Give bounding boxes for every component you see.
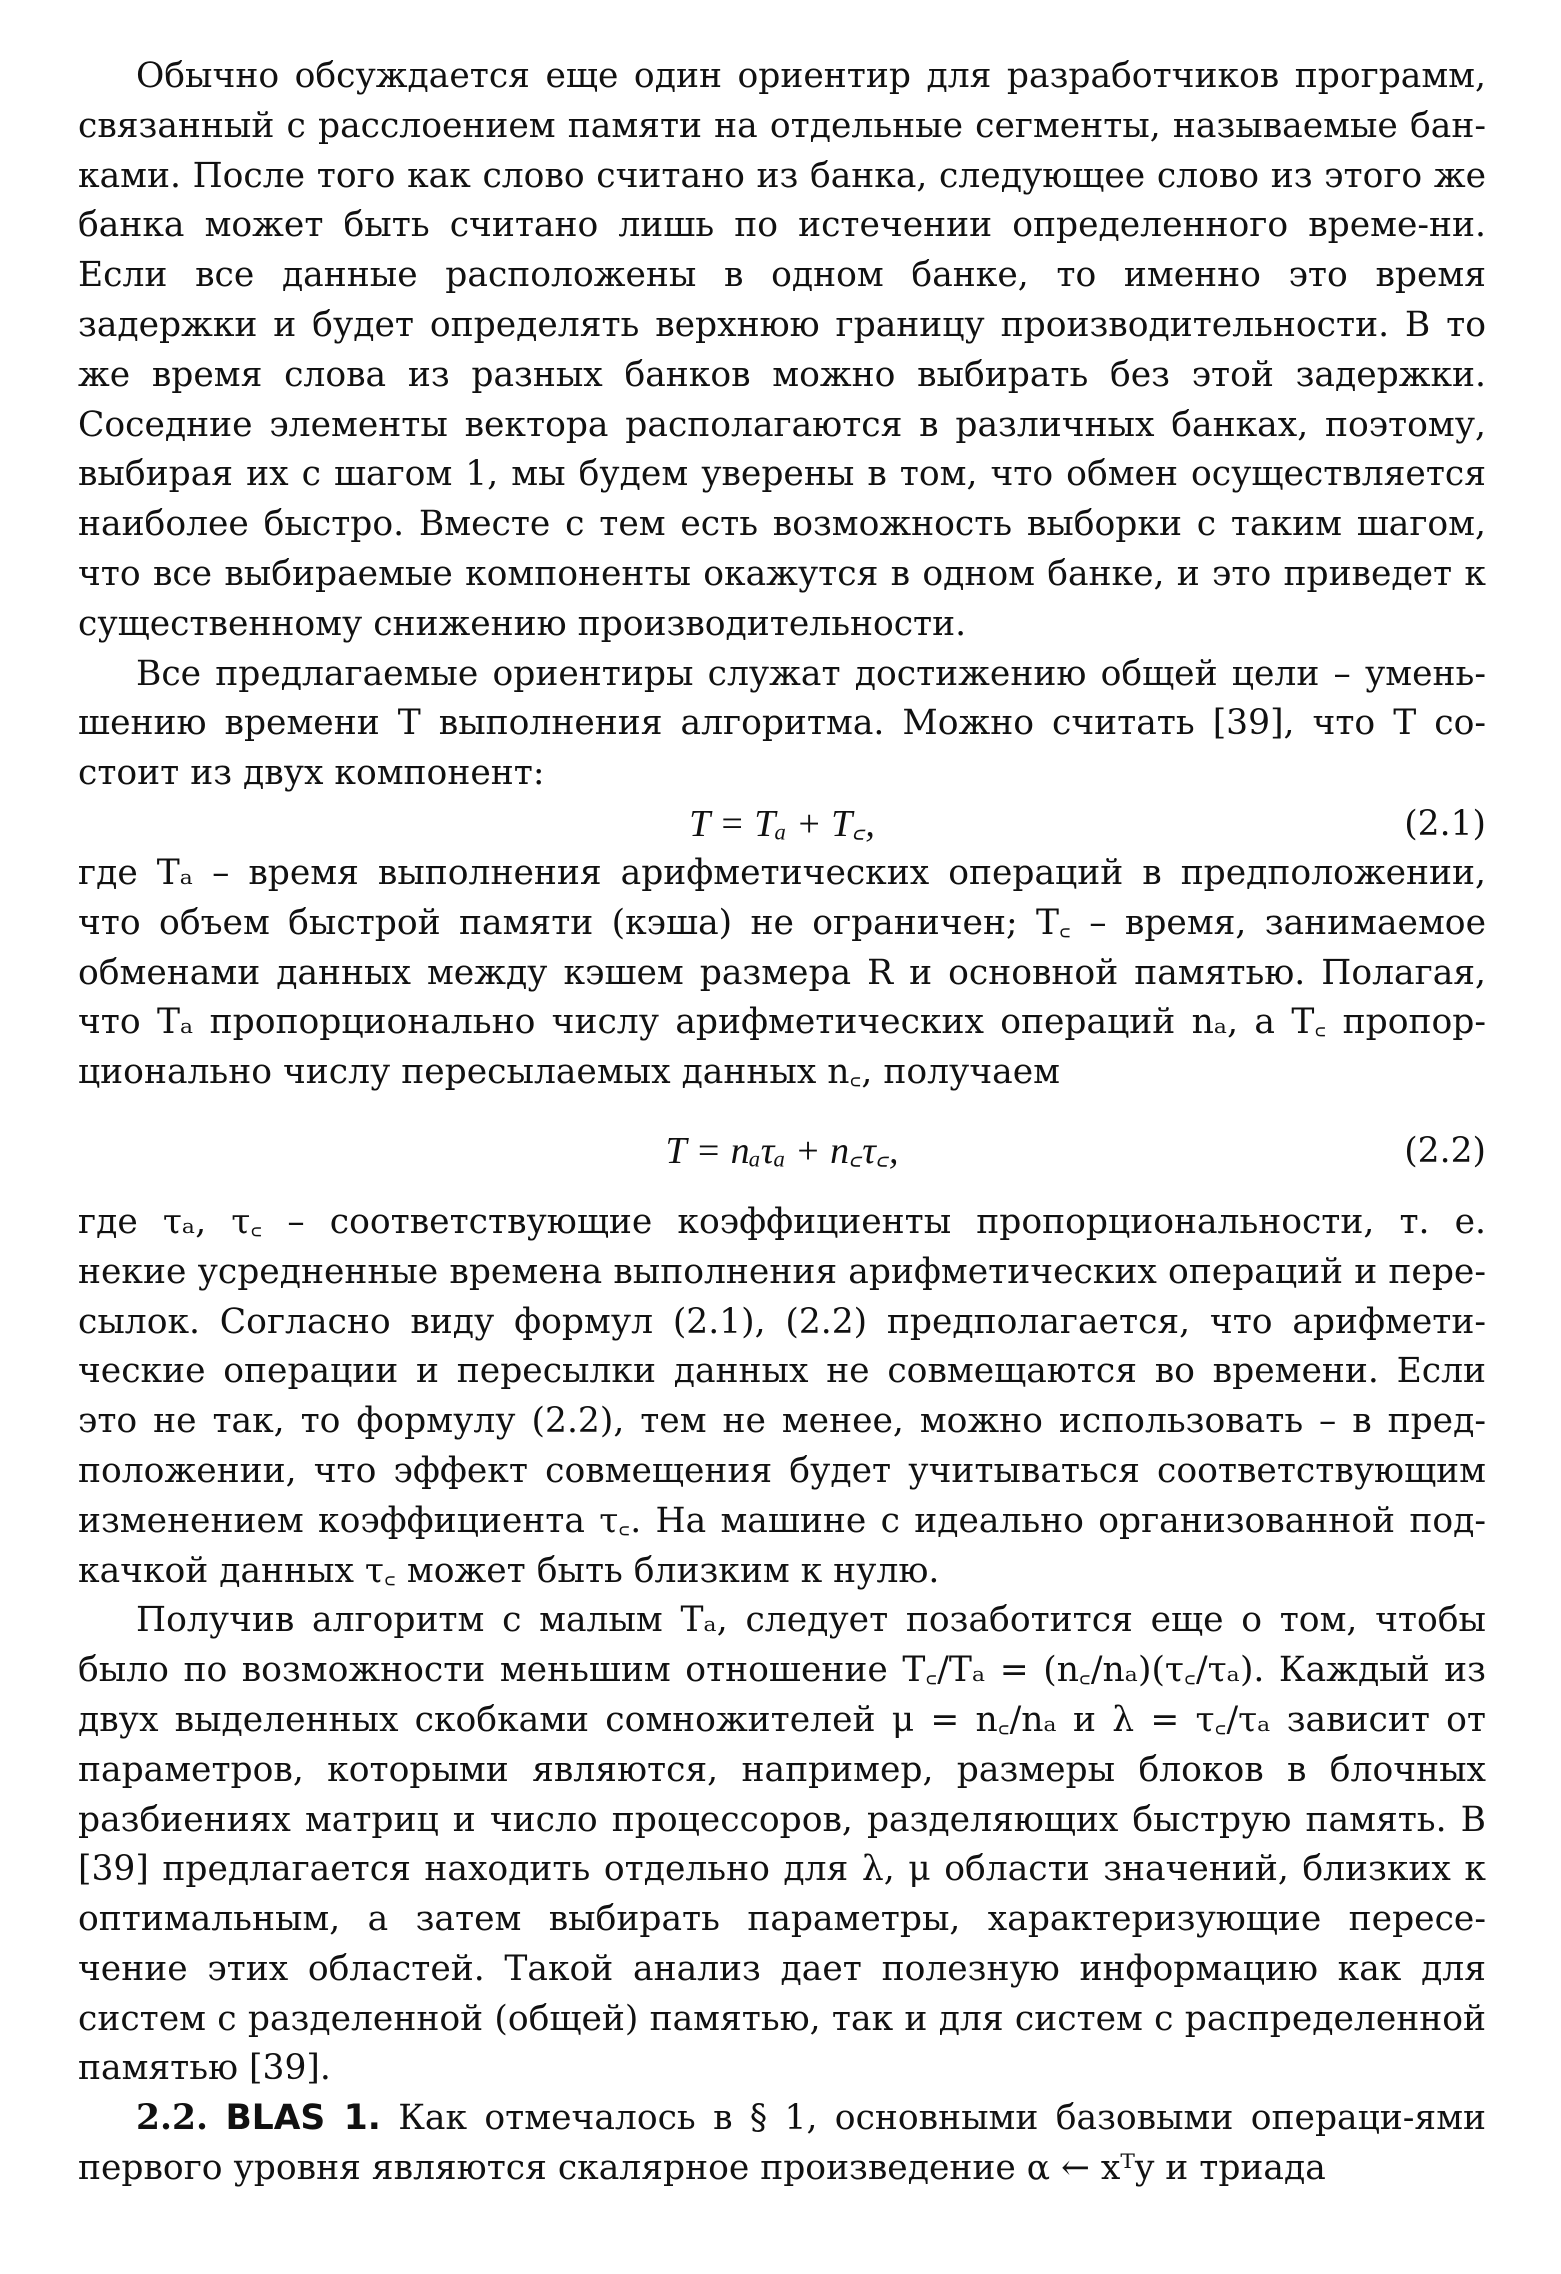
equation-2-1-body: T = Tₐ + T꜀, [689, 802, 875, 845]
equation-2-2-number: (2.2) [1404, 1130, 1486, 1171]
page [78, 52, 1486, 2194]
section-title: BLAS 1. [225, 2098, 381, 2139]
paragraph-coefficients: где τₐ, τ꜀ – соответствующие коэффициенты пропорциональности, т. е. некие усредненные времена выполнения арифметических операций и пере-сылок. Согласно виду формул (2.1), (2.2) предполагается, что арифмети-ческие операции и пересылки данных не совмещаются во времени. Если это не так, то формулу (2.2), тем не менее, можно использовать – в пред-положении, что эффект совмещения будет учитываться соответствующим изменением коэффициента τ꜀. На машине с идеально организованной под-качкой данных τ꜀ может быть близким к нулю. [78, 1201, 1486, 1591]
paragraph-memory-banks: Обычно обсуждается еще один ориентир для разработчиков программ, связанный с расслоением памяти на отдельные сегменты, называемые бан-ками. После того как слово считано из банка, следующее слово из этого же банка может быть считано лишь по истечении определенного време-ни. Если все данные расположены в одном банке, то именно это время задержки и будет определять верхнюю границу производительности. В то же время слова из разных банков можно выбирать без этой задержки. Соседние элементы вектора располагаются в различных банках, поэтому, выбирая их с шагом 1, мы будем уверены в том, что обмен осуществляется наиболее быстро. Вместе с тем есть возможность выборки с таким шагом, что все выбираемые компоненты окажутся в одном банке, и это приведет к существенному снижению производительности. [78, 56, 1486, 644]
equation-2-1 [78, 799, 1486, 849]
paragraph-ratio: Получив алгоритм с малым Tₐ, следует позаботится еще о том, чтобы было по возможности меньшим отношение T꜀/Tₐ = (n꜀/nₐ)(τ꜀/τₐ). Каждый из двух выделенных скобками сомножителей μ = n꜀/nₐ и λ = τ꜀/τₐ зависит от параметров, которыми являются, например, размеры блоков в блочных разбиениях матриц и число процессоров, разделяющих быструю память. В [39] предлагается находить отдельно для λ, μ области значений, близких к оптимальным, а затем выбирать параметры, характеризующие пересе-чение этих областей. Такой анализ дает полезную информацию как для систем с разделенной (общей) памятью, так и для систем с распределенной памятью [39]. [78, 1600, 1486, 2089]
paragraph-goal: Все предлагаемые ориентиры служат достижению общей цели – умень-шению времени T выполнения алгоритма. Можно считать [39], что T со-стоит из двух компонент: [78, 653, 1486, 794]
section-blas1 [78, 2094, 1486, 2194]
paragraph-time-components: где Tₐ – время выполнения арифметических операций в предположении, что объем быстрой памяти (кэша) не ограничен; T꜀ – время, занимаемое обменами данных между кэшем размера R и основной памятью. Полагая, что Tₐ пропорционально числу арифметических операций nₐ, а T꜀ пропор-ционально числу пересылаемых данных n꜀, получаем [78, 852, 1486, 1093]
equation-2-2-body: T = nₐτₐ + n꜀τ꜀, [665, 1129, 899, 1172]
equation-2-2 [78, 1126, 1486, 1176]
equation-2-1-number: (2.1) [1404, 803, 1486, 844]
section-number: 2.2. [136, 2098, 209, 2139]
section-text: Как отмечалось в § 1, основными базовыми операци-ями первого уровня являются скалярное произведение α ← xᵀy и триада [78, 2098, 1487, 2189]
